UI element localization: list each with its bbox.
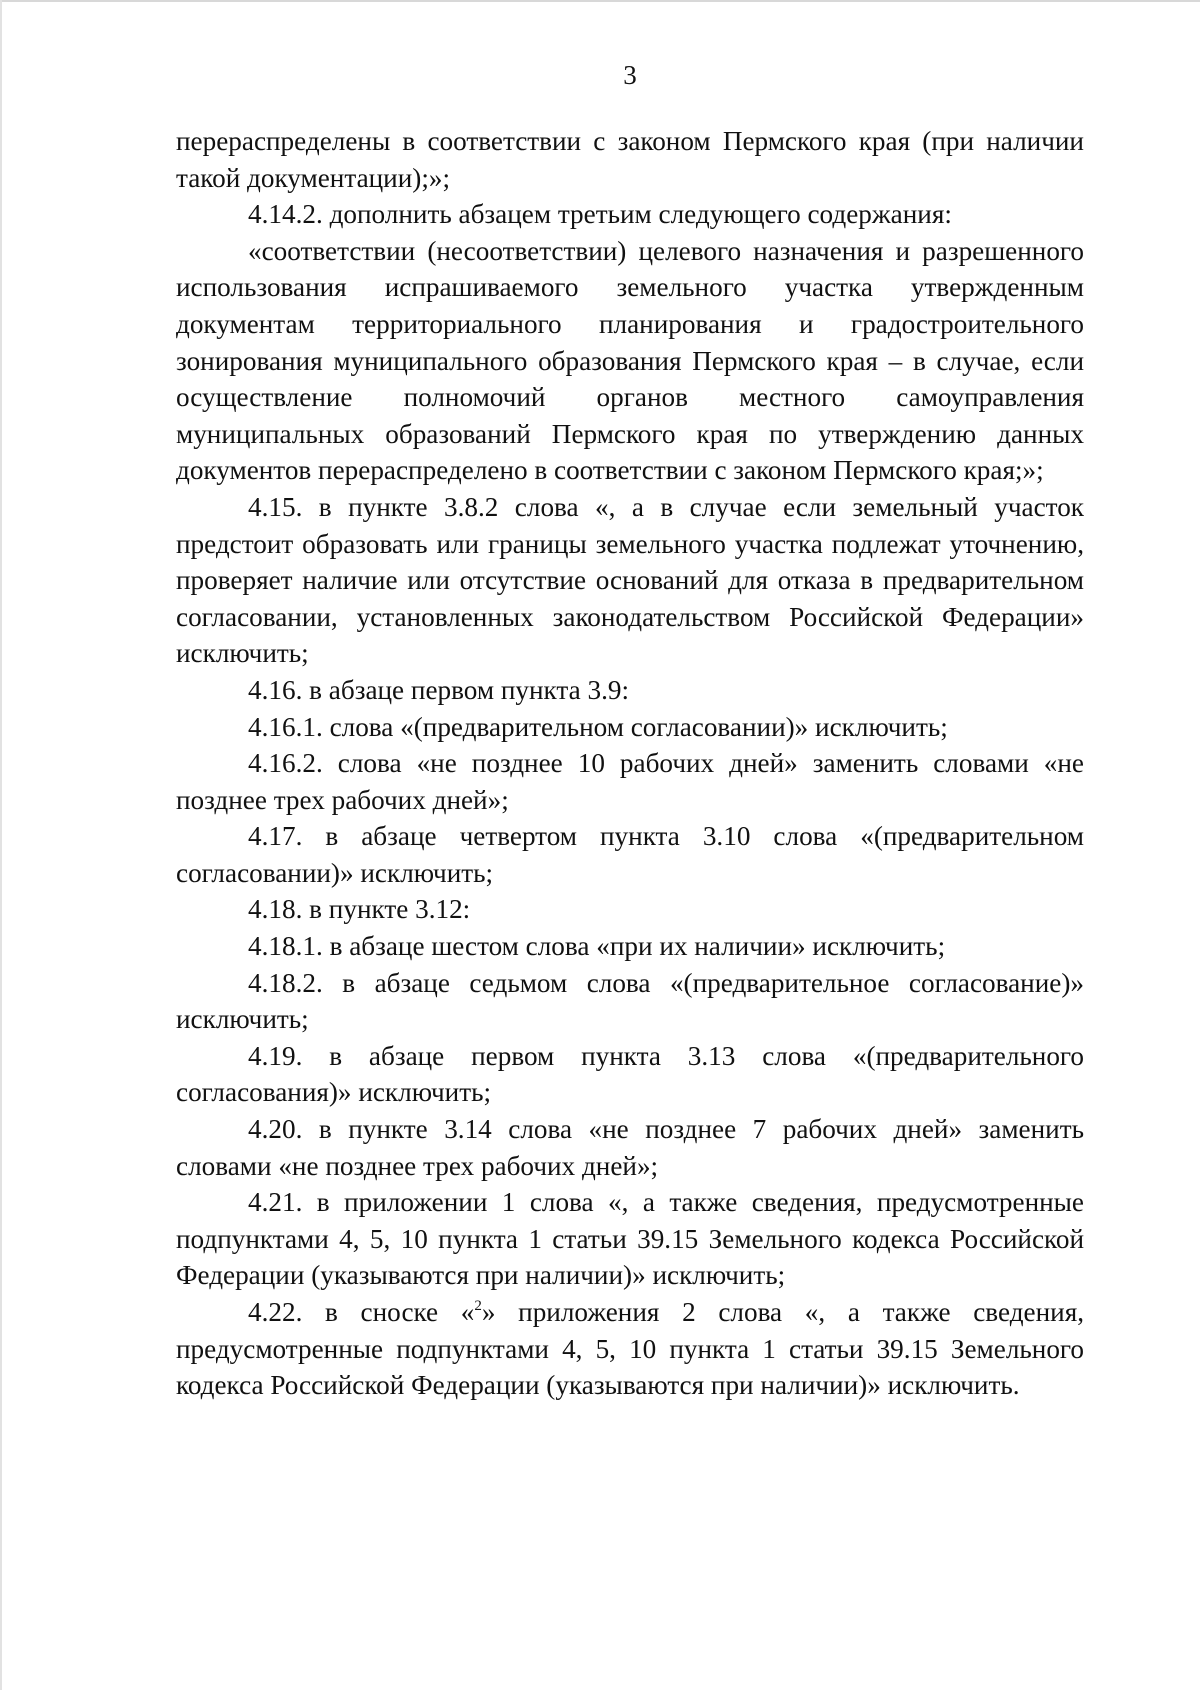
scan-edge-top [0, 0, 1200, 2]
paragraph-4-22-start: 4.22. в сноске « [248, 1297, 475, 1327]
paragraph-4-16: 4.16. в абзаце первом пункта 3.9: [248, 674, 630, 705]
paragraph-4-14-2: 4.14.2. дополнить абзацем третьим следующего содержания: [248, 199, 952, 230]
paragraph-continuation: перераспределены в соответствии с законом Пермского края (при наличии такой документации);»; [176, 126, 1084, 193]
paragraph-4-18-2: 4.18.2. в абзаце седьмом слова «(предварительное согласование)» исключить; [176, 967, 1084, 1035]
scan-edge-left [0, 0, 2, 1690]
paragraph-4-17: 4.17. в абзаце четвертом пункта 3.10 слова «(предварительном согласовании)» исключить; [176, 821, 1084, 888]
paragraph-quoted-addition: «соответствии (несоответствии) целевого назначения и разрешенного использования испрашиваемого земельного участка утвержденным документам территориального планирования и градостроительного зонирования муниципального образования Пермского края – в случае, если осуществление полномочий органов местного самоуправления муниципальных образований Пермского края по утверждению данных документов перераспределено в соответствии с законом Пермского края;»; [176, 235, 1084, 486]
paragraph-4-15: 4.15. в пункте 3.8.2 слова «, а в случае если земельный участок предстоит образовать или границы земельного участка подлежат уточнению, проверяет наличие или отсутствие оснований для отказа в предварительном согласовании, установленных законодательством Российской Федерации» исключить; [176, 491, 1084, 669]
page-number: 3 [623, 60, 637, 90]
document-body [176, 123, 1084, 1404]
paragraph-4-20: 4.20. в пункте 3.14 слова «не позднее 7 рабочих дней» заменить словами «не позднее трех рабочих дней»; [176, 1114, 1084, 1181]
paragraph-4-22 [176, 1294, 1084, 1404]
paragraph-4-18: 4.18. в пункте 3.12: [248, 894, 471, 925]
footnote-marker: 2 [474, 1298, 482, 1314]
paragraph-4-16-1: 4.16.1. слова «(предварительном согласовании)» исключить; [248, 711, 948, 742]
paragraph-4-18-1: 4.18.1. в абзаце шестом слова «при их наличии» исключить; [248, 931, 946, 962]
paragraph-4-21: 4.21. в приложении 1 слова «, а также сведения, предусмотренные подпунктами 4, 5, 10 пункта 1 статьи 39.15 Земельного кодекса Российской Федерации (указываются при наличии)» исключить; [176, 1187, 1084, 1291]
paragraph-4-16-2: 4.16.2. слова «не позднее 10 рабочих дней» заменить словами «не позднее трех рабочих дней»; [176, 748, 1084, 815]
paragraph-4-19: 4.19. в абзаце первом пункта 3.13 слова «(предварительного согласования)» исключить; [176, 1040, 1084, 1108]
paragraph-4-22-end: » приложения 2 слова «, а также сведения, предусмотренные подпунктами 4, 5, 10 пункта 1 статьи 39.15 Земельного кодекса Российской Федерации (указываются при наличии)» исключить. [176, 1297, 1084, 1401]
